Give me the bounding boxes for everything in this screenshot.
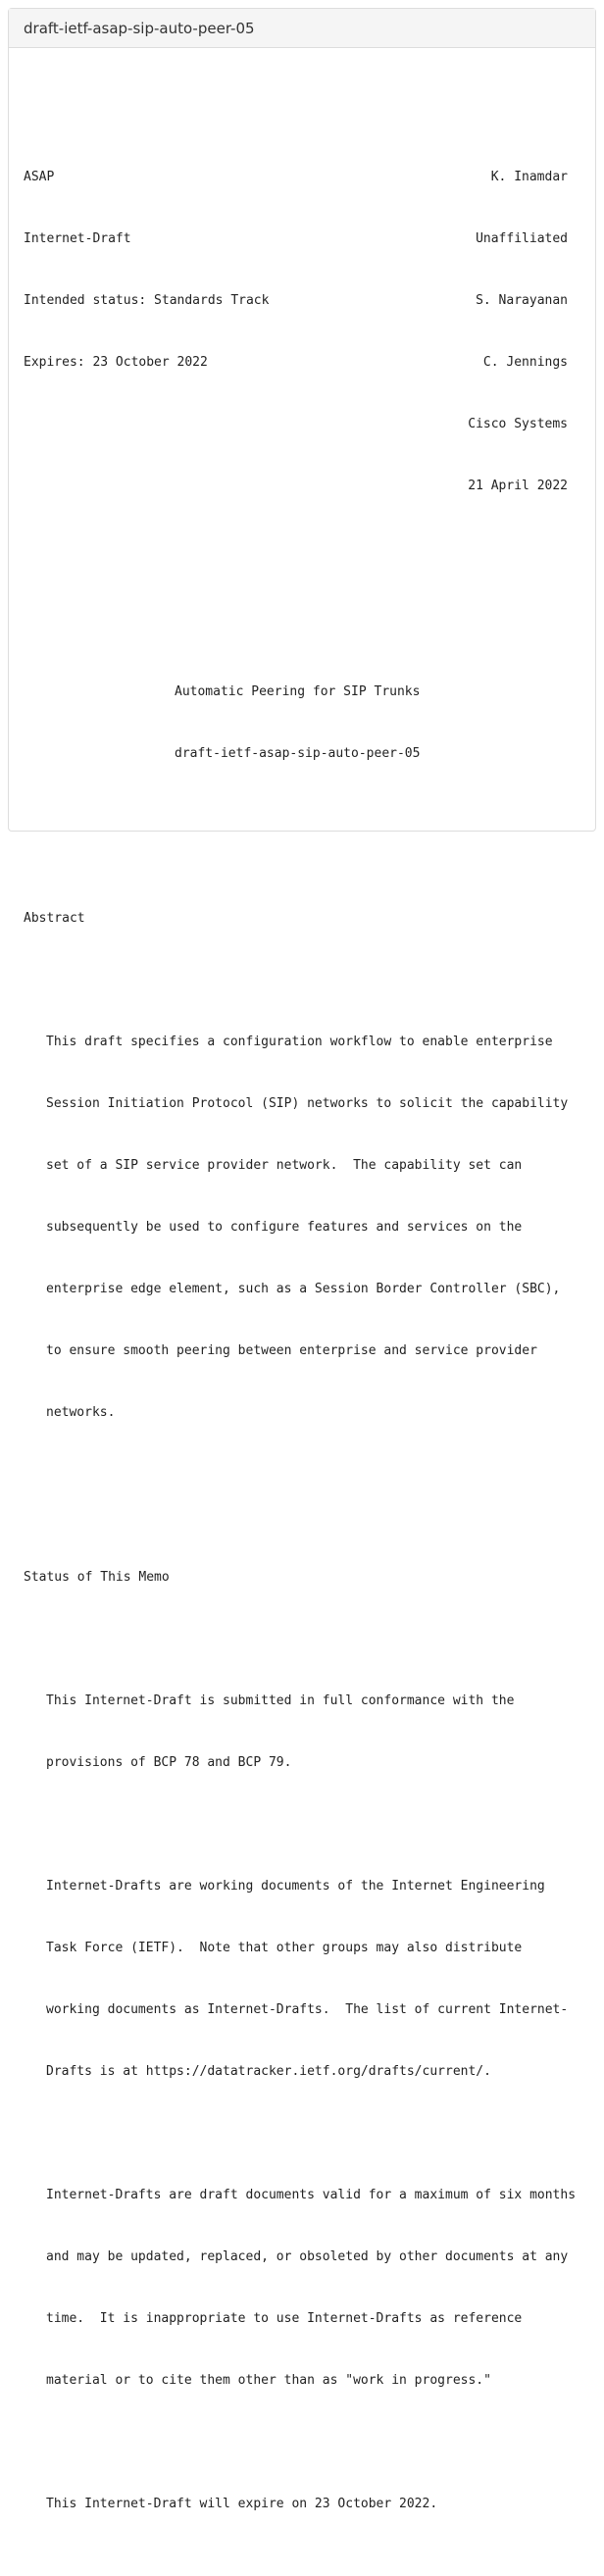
status-line: Internet-Drafts are draft documents valid for a maximum of six months — [46, 2188, 577, 2202]
draft-text — [24, 64, 577, 2576]
status-line: time. It is inappropriate to use Internet-Drafts as reference — [46, 2311, 523, 2326]
abstract-heading: Abstract — [24, 911, 85, 926]
document-title: Automatic Peering for SIP Trunks — [175, 684, 421, 699]
front-left: ASAP — [24, 170, 55, 184]
status-line: Internet-Drafts are working documents of the Internet Engineering — [46, 1879, 545, 1894]
front-right: C. Jennings — [482, 355, 568, 370]
status-line: Task Force (IETF). Note that other groups may also distribute — [46, 1941, 523, 1955]
front-left: Internet-Draft — [24, 231, 131, 246]
abstract-line: subsequently be used to configure features and services on the — [46, 1220, 523, 1235]
front-row — [24, 352, 568, 373]
status-line: This Internet-Draft is submitted in full conformance with the — [46, 1693, 515, 1708]
front-row — [24, 167, 568, 187]
status-line: and may be updated, replaced, or obsoleted by other documents at any — [46, 2249, 569, 2264]
abstract-line: Session Initiation Protocol (SIP) networks to solicit the capability — [46, 1096, 569, 1111]
front-right: 21 April 2022 — [468, 479, 568, 493]
front-left: Intended status: Standards Track — [24, 293, 270, 308]
draft-name-title: draft-ietf-asap-sip-auto-peer-05 — [24, 19, 255, 37]
abstract-line: networks. — [46, 1405, 116, 1420]
document-draft-name: draft-ietf-asap-sip-auto-peer-05 — [175, 746, 421, 761]
front-row — [24, 414, 568, 434]
status-line: Drafts is at https://datatracker.ietf.org/drafts/current/. — [46, 2064, 491, 2079]
front-matter — [24, 126, 568, 537]
front-right: Cisco Systems — [468, 417, 568, 431]
abstract-line: set of a SIP service provider network. The capability set can — [46, 1158, 523, 1173]
abstract-line: This draft specifies a configuration workflow to enable enterprise — [46, 1035, 553, 1049]
front-right: Unaffiliated — [476, 231, 568, 246]
front-left: Expires: 23 October 2022 — [24, 355, 208, 370]
status-line: working documents as Internet-Drafts. The list of current Internet- — [46, 2002, 569, 2017]
front-row — [24, 228, 568, 249]
status-line: This Internet-Draft will expire on 23 October 2022. — [46, 2497, 438, 2511]
front-row — [24, 476, 568, 496]
front-row — [24, 290, 568, 311]
card-header — [9, 9, 595, 48]
abstract-line: enterprise edge element, such as a Session Border Controller (SBC), — [46, 1282, 561, 1296]
abstract-line: to ensure smooth peering between enterprise and service provider — [46, 1343, 537, 1358]
document-card — [8, 8, 596, 2511]
status-line: material or to cite them other than as "work in progress." — [46, 2373, 491, 2388]
front-right: S. Narayanan — [476, 293, 568, 308]
status-heading: Status of This Memo — [24, 1570, 170, 1585]
status-line: provisions of BCP 78 and BCP 79. — [46, 1755, 292, 1770]
front-right: K. Inamdar — [490, 170, 568, 184]
